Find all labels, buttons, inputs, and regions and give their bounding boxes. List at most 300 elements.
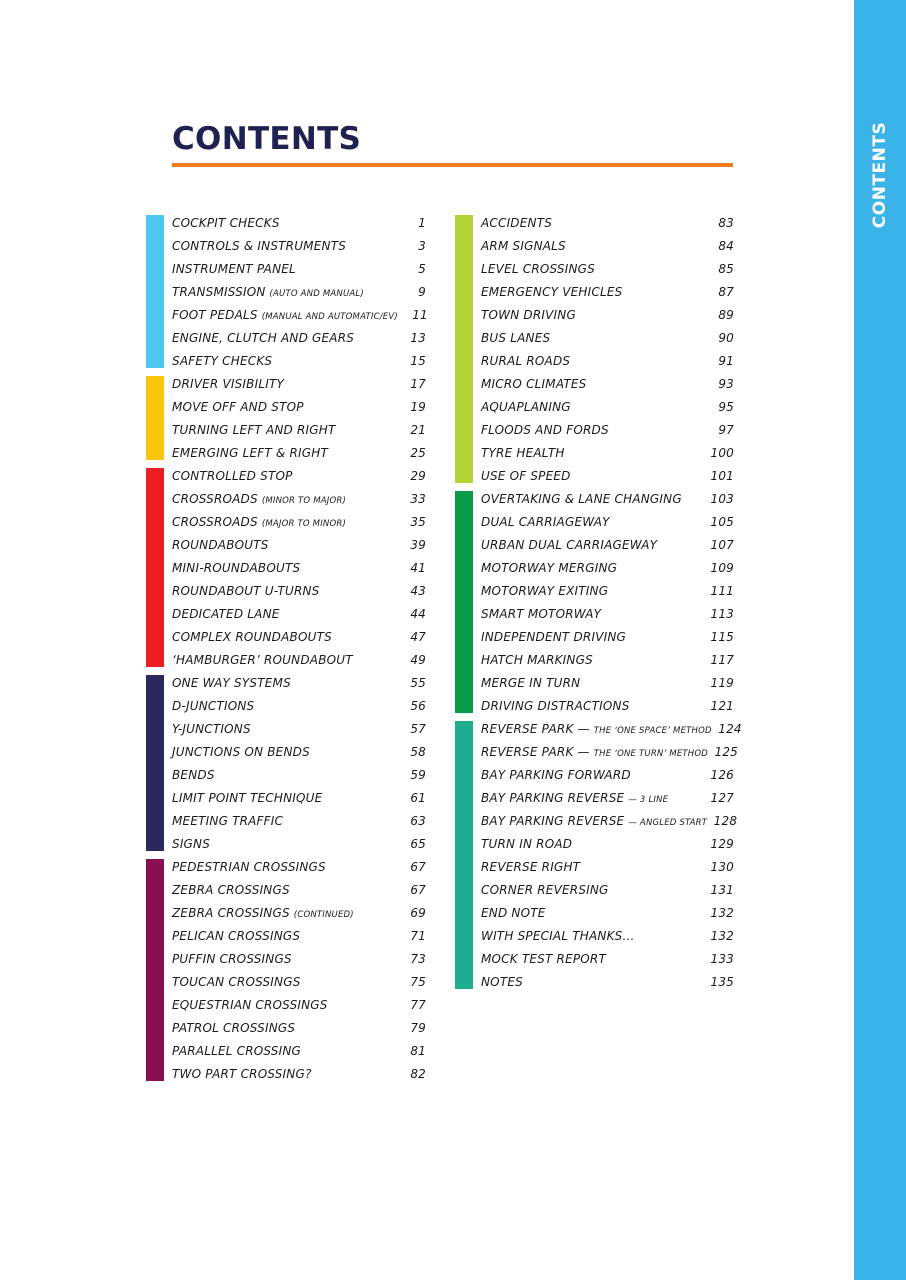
toc-entry[interactable] [455,211,734,234]
toc-entry-title [172,952,396,966]
toc-entry-title-text: MOTORWAY MERGING [481,560,618,575]
toc-entry-title-text: WITH SPECIAL THANKS... [481,928,635,943]
toc-entry[interactable] [455,855,734,878]
toc-entry-title [172,262,396,276]
toc-entry-title [481,377,704,391]
toc-entry-title-text: MOVE OFF AND STOP [172,399,304,414]
toc-entry-title-text: HATCH MARKINGS [481,652,593,667]
toc-entry-note: — ANGLED START [628,817,708,828]
toc-entry-title-text: EMERGING LEFT & RIGHT [172,445,328,460]
toc-entry[interactable] [455,763,734,786]
toc-entry-title [172,791,396,805]
toc-entry-page-number: 43 [410,583,426,598]
toc-entry-title [481,814,707,828]
toc-entry-title-text: TYRE HEALTH [481,445,565,460]
toc-entry-page-number: 107 [710,537,734,552]
toc-entry-title [172,331,396,345]
toc-entry-page-number: 89 [718,307,734,322]
toc-entry-note: (MINOR TO MAJOR) [261,495,346,506]
toc-entry-title [481,561,704,575]
toc-entry[interactable] [146,625,426,648]
toc-entry-page-number: 93 [718,376,734,391]
toc-entry-title [172,400,396,414]
toc-entry[interactable] [455,602,734,625]
toc-entry-page-number: 39 [410,537,426,552]
toc-entry-title-text: PATROL CROSSINGS [172,1020,296,1035]
toc-entry-title [172,975,396,989]
toc-entry-title [172,745,396,759]
toc-entry-page-number: 63 [410,813,426,828]
toc-entry[interactable] [146,464,426,487]
toc-entry[interactable] [455,947,734,970]
toc-entry[interactable] [455,418,734,441]
toc-entry[interactable] [455,395,734,418]
toc-entry-title [481,239,704,253]
toc-entry-title [172,446,396,460]
toc-entry[interactable] [455,326,734,349]
toc-entry-title [172,239,396,253]
toc-entry-page-number: 111 [710,583,734,598]
toc-entry-title-text: TURNING LEFT AND RIGHT [172,422,336,437]
toc-entry-page-number: 44 [410,606,426,621]
toc-entry[interactable] [146,510,426,533]
toc-entry[interactable] [455,280,734,303]
toc-entry-title-text: CORNER REVERSING [481,882,609,897]
toc-entry-page-number: 85 [718,261,734,276]
toc-entry-title [172,538,396,552]
toc-entry[interactable] [146,648,426,671]
toc-entry[interactable] [455,510,734,533]
toc-entry-title [172,1044,396,1058]
toc-entry-page-number: 126 [710,767,734,782]
toc-entry-title [172,653,396,667]
toc-entry-page-number: 119 [710,675,734,690]
toc-entry[interactable] [455,878,734,901]
toc-entry-title-text: LIMIT POINT TECHNIQUE [172,790,323,805]
toc-entry-title [481,515,704,529]
toc-entry-title [481,492,704,506]
toc-entry[interactable] [146,1039,426,1062]
toc-entry-note: (MANUAL AND AUTOMATIC/EV) [261,311,398,322]
toc-entry-title [481,262,704,276]
toc-entry-page-number: 65 [410,836,426,851]
side-tab-label: CONTENTS [870,121,890,229]
toc-entry-page-number: 79 [410,1020,426,1035]
toc-section [455,717,742,993]
toc-entry[interactable] [146,211,426,234]
toc-entry-title-text: CROSSROADS [172,514,258,529]
toc-section [455,487,734,717]
toc-entry-page-number: 5 [418,261,426,276]
toc-entry-title-text: ‘HAMBURGER’ ROUNDABOUT [172,652,353,667]
toc-entry-title [172,722,396,736]
toc-entry-title-text: REVERSE RIGHT [481,859,581,874]
toc-entry-title-text: BAY PARKING REVERSE [481,813,625,828]
toc-entry-title-text: ONE WAY SYSTEMS [172,675,291,690]
toc-entry[interactable] [455,970,734,993]
toc-column-right [455,211,742,993]
toc-entry[interactable] [146,901,426,924]
toc-entry-title [172,1067,396,1081]
toc-entry-page-number: 135 [710,974,734,989]
toc-entry-title-text: ROUNDABOUT U-TURNS [172,583,320,598]
toc-entry[interactable] [455,303,734,326]
toc-entry-page-number: 109 [710,560,734,575]
toc-entry-title [481,676,704,690]
toc-entry-title-text: NOTES [481,974,523,989]
toc-entry-title-text: TWO PART CROSSING? [172,1066,312,1081]
toc-entry-title-text: AQUAPLANING [481,399,571,414]
toc-entry-title-text: COMPLEX ROUNDABOUTS [172,629,332,644]
toc-entry[interactable] [455,556,734,579]
toc-entry-page-number: 47 [410,629,426,644]
toc-entry-title-text: FLOODS AND FORDS [481,422,609,437]
toc-entry-page-number: 57 [410,721,426,736]
toc-entry-title [172,607,396,621]
toc-entry[interactable] [455,487,734,510]
toc-entry-title-text: ARM SIGNALS [481,238,566,253]
toc-entry-title-text: MOTORWAY EXITING [481,583,609,598]
toc-entry-title-text: PUFFIN CROSSINGS [172,951,292,966]
toc-entry-title [481,538,704,552]
toc-entry-title-text: PARALLEL CROSSING [172,1043,302,1058]
toc-entry-title-text: PEDESTRIAN CROSSINGS [172,859,326,874]
toc-entry-title [172,377,396,391]
toc-entry[interactable] [455,234,734,257]
toc-entry-page-number: 129 [710,836,734,851]
toc-entry[interactable] [455,441,734,464]
toc-entry[interactable] [146,326,426,349]
toc-entry[interactable] [455,625,734,648]
toc-entry-page-number: 82 [410,1066,426,1081]
toc-entry-title-text: TOUCAN CROSSINGS [172,974,301,989]
toc-entry-note: (AUTO AND MANUAL) [269,288,364,299]
toc-entry[interactable] [146,694,426,717]
toc-entry-title-text: D-JUNCTIONS [172,698,255,713]
toc-entry-page-number: 11 [412,307,428,322]
toc-entry-page-number: 21 [410,422,426,437]
toc-entry-page-number: 83 [718,215,734,230]
toc-entry-page-number: 133 [710,951,734,966]
toc-entry-page-number: 58 [410,744,426,759]
toc-entry-page-number: 13 [410,330,426,345]
toc-entry-page-number: 9 [418,284,426,299]
toc-entry-title [172,699,396,713]
toc-entry[interactable] [455,648,734,671]
toc-entry[interactable] [146,878,426,901]
toc-entry-page-number: 105 [710,514,734,529]
toc-entry-page-number: 17 [410,376,426,391]
toc-entry[interactable] [146,395,426,418]
toc-entry-title [481,607,704,621]
toc-entry-title [481,722,712,736]
toc-entry-page-number: 67 [410,859,426,874]
toc-entry-title [172,906,396,920]
toc-entry-page-number: 124 [718,721,742,736]
toc-entry-title [481,400,704,414]
toc-entry-page-number: 125 [714,744,739,759]
toc-entry-title [481,285,704,299]
toc-entry-title-text: RURAL ROADS [481,353,571,368]
toc-entry-title-text: CROSSROADS [172,491,258,506]
toc-entry[interactable] [146,372,426,395]
toc-entry-page-number: 128 [713,813,738,828]
toc-entry[interactable] [146,809,426,832]
toc-entry-page-number: 81 [410,1043,426,1058]
toc-entry-title [172,354,396,368]
toc-entry-page-number: 56 [410,698,426,713]
toc-entry[interactable] [455,924,734,947]
toc-entry-title-text: USE OF SPEED [481,468,571,483]
toc-entry[interactable] [146,717,426,740]
toc-entry-page-number: 130 [710,859,734,874]
toc-entry[interactable] [455,694,734,717]
toc-entry-page-number: 67 [410,882,426,897]
toc-entry-title [172,676,396,690]
toc-entry[interactable] [146,1016,426,1039]
toc-entry-page-number: 113 [710,606,734,621]
toc-entry-title-text: COCKPIT CHECKS [172,215,280,230]
toc-entry[interactable] [455,809,738,832]
page-title: CONTENTS [172,121,362,157]
toc-entry-title-text: Y-JUNCTIONS [172,721,251,736]
toc-entry[interactable] [146,280,426,303]
toc-entry-page-number: 29 [410,468,426,483]
toc-entry-title [172,837,396,851]
toc-entry[interactable] [455,671,734,694]
toc-entry-title [481,653,704,667]
toc-entry-title [172,492,396,506]
toc-entry-title [172,561,396,575]
toc-section [146,372,426,464]
toc-entry[interactable] [146,1062,426,1085]
toc-entry[interactable] [455,533,734,556]
toc-entry-title-text: CONTROLS & INSTRUMENTS [172,238,347,253]
toc-entry[interactable] [146,763,426,786]
toc-entry[interactable] [146,832,426,855]
toc-entry-title-text: MOCK TEST REPORT [481,951,607,966]
toc-entry[interactable] [455,786,734,809]
toc-entry[interactable] [146,533,426,556]
toc-entry-page-number: 59 [410,767,426,782]
toc-entry-page-number: 73 [410,951,426,966]
toc-entry-page-number: 127 [710,790,734,805]
toc-entry-title-text: MEETING TRAFFIC [172,813,284,828]
toc-entry-title-text: ZEBRA CROSSINGS [172,905,290,920]
toc-entry-title-text: PELICAN CROSSINGS [172,928,301,943]
toc-entry[interactable] [146,993,426,1016]
title-underline [172,163,733,167]
toc-entry-title [172,469,396,483]
toc-entry-title-text: FOOT PEDALS [172,307,258,322]
toc-entry-page-number: 25 [410,445,426,460]
toc-entry-title-text: DRIVING DISTRACTIONS [481,698,630,713]
toc-entry-title-text: INDEPENDENT DRIVING [481,629,627,644]
toc-entry[interactable] [146,970,426,993]
toc-entry-page-number: 61 [410,790,426,805]
toc-entry-page-number: 71 [410,928,426,943]
toc-entry-title-text: MINI-ROUNDABOUTS [172,560,301,575]
toc-entry-title [481,860,704,874]
toc-entry-title-text: TURN IN ROAD [481,836,573,851]
toc-entry-title-text: BENDS [172,767,215,782]
toc-entry-title [481,791,704,805]
toc-entry[interactable] [455,901,734,924]
toc-entry-title [481,952,704,966]
toc-entry-title [172,630,396,644]
toc-entry-title-text: JUNCTIONS ON BENDS [172,744,310,759]
toc-entry-title-text: SAFETY CHECKS [172,353,273,368]
toc-entry-title-text: ROUNDABOUTS [172,537,269,552]
toc-entry-title-text: DUAL CARRIAGEWAY [481,514,610,529]
toc-entry-title [481,745,708,759]
toc-entry-page-number: 49 [410,652,426,667]
toc-entry[interactable] [146,947,426,970]
toc-entry-title-text: INSTRUMENT PANEL [172,261,296,276]
toc-entry-page-number: 117 [710,652,734,667]
toc-entry[interactable] [146,786,426,809]
toc-section [146,855,426,1085]
toc-entry-title [481,354,704,368]
toc-entry[interactable] [146,303,426,326]
toc-entry-title [172,929,396,943]
toc-section [146,211,426,372]
toc-entry-page-number: 69 [410,905,426,920]
toc-entry-page-number: 33 [410,491,426,506]
toc-entry[interactable] [146,556,426,579]
toc-entry-title [481,975,704,989]
toc-entry-title [172,285,396,299]
toc-entry-page-number: 100 [710,445,734,460]
toc-entry[interactable] [146,855,426,878]
toc-entry[interactable] [146,441,426,464]
toc-entry-title [481,906,704,920]
toc-entry-title-text: DEDICATED LANE [172,606,280,621]
toc-entry[interactable] [455,832,734,855]
toc-entry-title [481,446,704,460]
toc-entry-title [481,837,704,851]
toc-entry-page-number: 55 [410,675,426,690]
toc-entry[interactable] [455,257,734,280]
toc-entry[interactable] [146,671,426,694]
toc-entry-title [481,584,704,598]
toc-entry[interactable] [455,579,734,602]
toc-entry-title-text: TRANSMISSION [172,284,266,299]
toc-entry[interactable] [455,372,734,395]
toc-entry-title [172,216,396,230]
toc-entry-page-number: 75 [410,974,426,989]
toc-entry-page-number: 132 [710,905,734,920]
toc-entry-title [172,814,396,828]
toc-entry-page-number: 87 [718,284,734,299]
toc-entry[interactable] [146,740,426,763]
toc-entry-title-text: ZEBRA CROSSINGS [172,882,290,897]
toc-entry-title-text: URBAN DUAL CARRIAGEWAY [481,537,658,552]
toc-entry-title [172,883,396,897]
toc-entry[interactable] [146,579,426,602]
toc-entry[interactable] [146,234,426,257]
toc-entry-title-text: SMART MOTORWAY [481,606,602,621]
toc-entry-title [481,216,704,230]
toc-entry-page-number: 132 [710,928,734,943]
toc-entry-page-number: 101 [710,468,734,483]
toc-entry-title [481,768,704,782]
toc-entry-title-text: OVERTAKING & LANE CHANGING [481,491,682,506]
toc-entry-title [172,860,396,874]
toc-section [455,211,734,487]
toc-entry-page-number: 1 [418,215,426,230]
toc-entry-title-text: MERGE IN TURN [481,675,581,690]
toc-entry-title-text: ACCIDENTS [481,215,553,230]
toc-entry-title-text: SIGNS [172,836,211,851]
toc-entry-title-text: BUS LANES [481,330,551,345]
toc-entry[interactable] [455,464,734,487]
toc-entry[interactable] [146,487,426,510]
toc-entry[interactable] [146,924,426,947]
toc-entry[interactable] [455,740,739,763]
toc-entry-page-number: 115 [710,629,734,644]
toc-entry-title-text: DRIVER VISIBILITY [172,376,285,391]
toc-entry-page-number: 103 [710,491,734,506]
toc-entry[interactable] [146,602,426,625]
toc-section [146,464,426,671]
toc-entry-title [481,423,704,437]
toc-entry[interactable] [146,349,426,372]
toc-entry-page-number: 121 [710,698,734,713]
toc-column-left [146,211,426,1085]
toc-entry-title [481,630,704,644]
toc-entry-title [172,1021,396,1035]
toc-entry-title-text: EQUESTRIAN CROSSINGS [172,997,328,1012]
toc-entry-title-text: LEVEL CROSSINGS [481,261,595,276]
toc-entry-page-number: 131 [710,882,734,897]
toc-entry[interactable] [146,418,426,441]
toc-entry-title [172,423,396,437]
toc-entry-page-number: 90 [718,330,734,345]
toc-entry-title [172,998,396,1012]
toc-entry-title [481,308,704,322]
toc-entry-note: THE ‘ONE SPACE’ METHOD [593,725,712,736]
toc-entry-title-text: BAY PARKING REVERSE [481,790,625,805]
toc-entry-page-number: 97 [718,422,734,437]
toc-entry-title [481,883,704,897]
toc-entry-note: (CONTINUED) [293,909,354,920]
toc-entry-title-text: END NOTE [481,905,546,920]
toc-entry-note: (MAJOR TO MINOR) [261,518,346,529]
toc-entry-note: THE ‘ONE TURN’ METHOD [593,748,709,759]
toc-entry-title-text: CONTROLLED STOP [172,468,293,483]
toc-entry-title [481,929,704,943]
toc-entry[interactable] [146,257,426,280]
toc-entry-title-text: REVERSE PARK — [481,744,590,759]
toc-section [146,671,426,855]
toc-entry-title-text: EMERGENCY VEHICLES [481,284,623,299]
toc-entry-page-number: 95 [718,399,734,414]
toc-entry-page-number: 84 [718,238,734,253]
toc-entry-title [481,469,704,483]
toc-entry-title [172,515,396,529]
toc-entry-page-number: 3 [418,238,426,253]
toc-entry-title [172,584,396,598]
toc-entry-title-text: MICRO CLIMATES [481,376,587,391]
toc-entry-page-number: 41 [410,560,426,575]
toc-entry-title-text: ENGINE, CLUTCH AND GEARS [172,330,355,345]
toc-entry[interactable] [455,349,734,372]
toc-entry-page-number: 15 [410,353,426,368]
toc-entry-title-text: TOWN DRIVING [481,307,576,322]
toc-entry-note: — 3 LINE [628,794,669,805]
toc-entry[interactable] [455,717,742,740]
